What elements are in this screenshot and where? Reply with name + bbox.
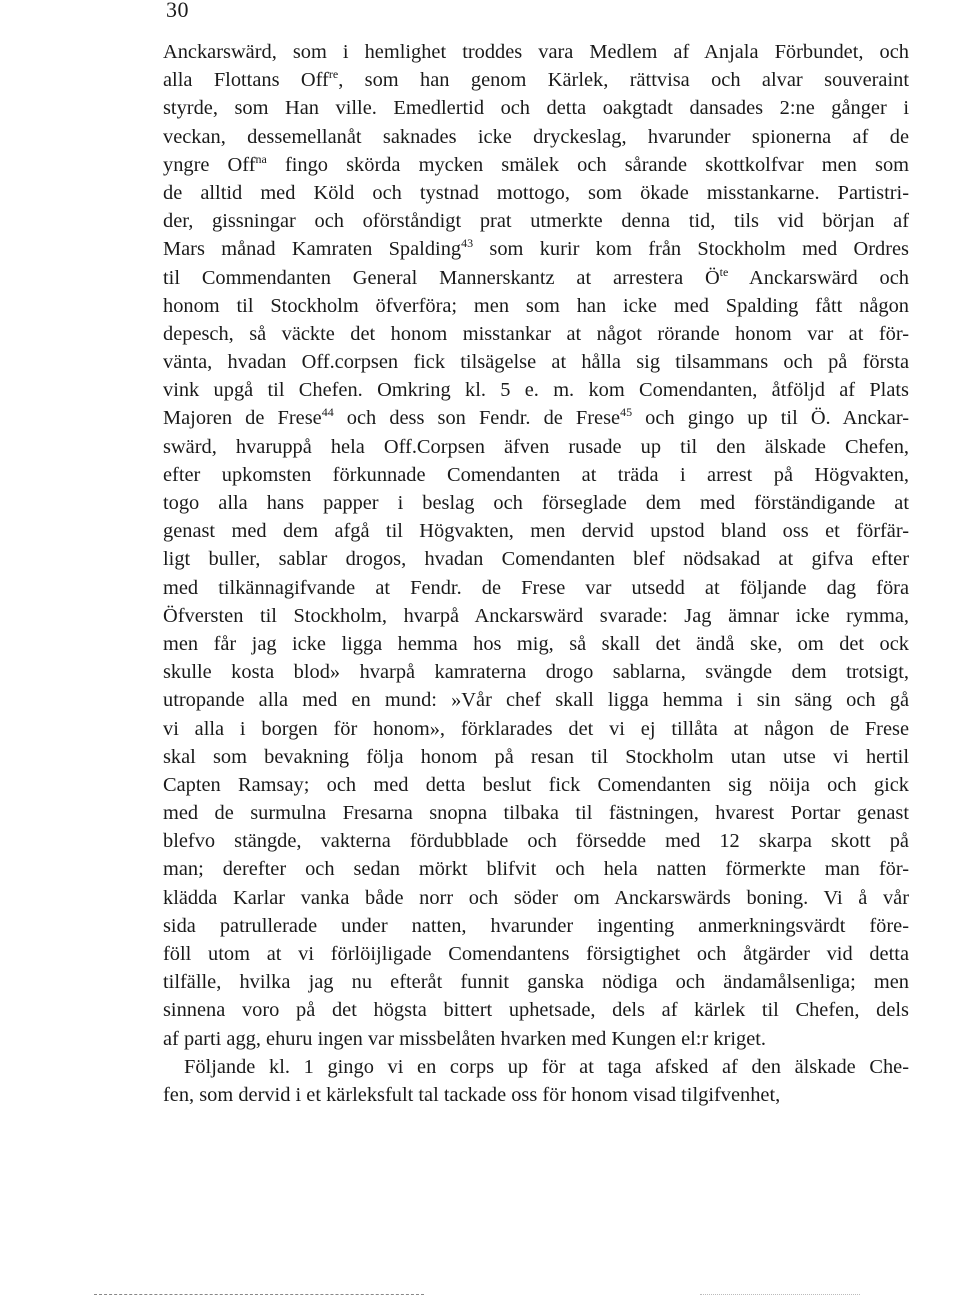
superscript: 43: [461, 236, 474, 251]
text-line: [163, 771, 909, 799]
text-segment: de alltid med Köld och tystnad mottogo, som ökade misstankarne. Partistri-: [163, 181, 909, 204]
text-segment: Majoren de Frese: [163, 407, 322, 430]
text-segment: skulle kosta blod» hvarpå kamraterna drogo sablarna, svängde dem trotsigt,: [163, 661, 909, 684]
text-segment: med de surmulna Fresarna snopna tilbaka til fästningen, hvarest Portar genast: [163, 802, 909, 825]
text-line: [163, 884, 909, 912]
text-line: [163, 1025, 909, 1053]
text-segment: fen, som dervid i et kärleksfult tal tackade oss för honom visad tilgifvenhet,: [163, 1083, 781, 1106]
text-segment: Capten Ramsay; och med detta beslut fick Comendanten sig nöija och gick: [163, 773, 909, 796]
text-segment: Mars månad Kamraten Spalding: [163, 238, 462, 261]
text-segment: der, gissningar och oförståndigt prat utmerkte denna tid, tils vid början af: [163, 210, 909, 233]
text-line: [163, 715, 909, 743]
text-segment: skal som bevakning följa honom på resan til Stockholm utan utse vi hertil: [163, 745, 909, 768]
text-segment: , som han genom Kärlek, rättvisa och alvar souverаint: [338, 69, 910, 92]
text-segment: sinnena voro på det högsta bittert uphetsade, dels af kärlek til Chefen, dels: [163, 999, 909, 1022]
text-segment: vi alla i borgen för honom», förklarades det vi ej tillåta at någon de Frese: [163, 717, 909, 740]
text-segment: med tilkännagifvande at Fendr. de Frese var utsedd at följande dag föra: [163, 576, 909, 599]
footer-rule: [94, 1294, 424, 1295]
text-line: [163, 630, 909, 658]
text-segment: sida patrullerade under natten, hvarunder ingenting anmerkningsvärdt före-: [163, 914, 909, 937]
text-segment: styrde, som Han ville. Emedlertid och detta oakgtadt dansades 2:ne gånger i: [163, 97, 909, 120]
footer-rule-right: [700, 1294, 860, 1295]
page-number: 30: [166, 0, 189, 22]
text-segment: alla Flottans Off: [163, 69, 329, 92]
text-segment: vänta, hvadan Off.corpsen fick tilsägelse at hålla sig tilsammans och på första: [163, 351, 909, 374]
text-line: [163, 996, 909, 1024]
text-line: [163, 320, 909, 348]
superscript: na: [255, 151, 267, 166]
text-line: [163, 1053, 909, 1081]
text-segment: togo alla hans papper i beslag och förseglade dem med förständigande at: [163, 492, 909, 514]
text-segment: tilfälle, hvilka jag nu efteråt funnit ganska nödiga och ändamålsenliga; men: [163, 971, 909, 994]
text-line: [163, 799, 909, 827]
text-segment: Öfversten til Stockholm, hvarpå Anckarswärd svarade: Jag ämnar icke rymma,: [163, 604, 909, 627]
text-line: [163, 658, 909, 686]
text-line: [163, 602, 909, 630]
text-line: [163, 574, 909, 602]
superscript: 45: [620, 405, 633, 420]
superscript: 44: [321, 405, 334, 420]
text-line: [163, 38, 909, 66]
text-line: [163, 404, 909, 432]
text-line: [163, 940, 909, 968]
text-line: [163, 968, 909, 996]
text-line: [163, 855, 909, 883]
text-segment: yngre Off: [163, 153, 256, 176]
text-segment: klädda Karlar vanka både norr och söder om Anckarswärds boning. Vi å vår: [163, 886, 909, 909]
text-segment: depesch, så väckte det honom misstankar at något rörande honom var at för-: [163, 322, 909, 345]
text-segment: blefvo stängde, vakterna fördubblade och försedde med 12 skarpa skott på: [163, 830, 909, 853]
text-line: [163, 433, 909, 461]
text-segment: af parti agg, ehuru ingen var missbelåten hvarken med Kungen el:r kriget.: [163, 1027, 767, 1050]
text-line: [163, 151, 909, 179]
superscript: te: [719, 264, 729, 279]
text-segment: swärd, hvaruppå hela Off.Corpsen äfven rusade up til den älskade Chefen,: [163, 435, 909, 458]
text-line: [163, 743, 909, 771]
text-segment: fingo skörda mycken smälek och sårande skottkolfvar men som: [266, 153, 909, 176]
superscript: re: [328, 67, 339, 82]
text-line: [163, 292, 909, 320]
text-line: [163, 179, 909, 207]
text-segment: genast med dem afgå til Högvakten, men dervid upstod bland oss et förfär-: [163, 520, 909, 543]
text-segment: man; derefter och sedan mörkt blifvit och hela natten förmerkte man för-: [163, 858, 909, 881]
text-line: [163, 264, 909, 292]
text-line: [163, 207, 909, 235]
text-segment: men får jag icke ligga hemma hos mig, så skall det ändå ske, om det ock: [163, 632, 909, 655]
text-line: [163, 461, 909, 489]
text-segment: Anckarswärd och: [728, 266, 909, 289]
text-segment: föll utom at vi förlöijligade Comendantens försigtighet och åtgärder vid detta: [163, 943, 909, 965]
text-line: [163, 517, 909, 545]
text-line: [163, 66, 909, 94]
text-line: [163, 235, 909, 263]
text-line: [163, 545, 909, 573]
text-segment: ligt buller, sablar drogos, hvadan Comendanten blef nödsakad at gifva efter: [163, 548, 909, 571]
text-segment: efter upkomsten förkunnade Comendanten at träda i arrest på Högvakten,: [163, 463, 909, 486]
text-line: [163, 489, 909, 517]
text-line: [163, 912, 909, 940]
body-text: [163, 38, 909, 1109]
text-segment: och gingo up til Ö. Anckar-: [632, 407, 910, 430]
text-line: [163, 348, 909, 376]
text-segment: honom til Stockholm öfverföra; men som han icke med Spalding fått någon: [163, 294, 909, 317]
text-segment: vink upgå til Chefen. Omkring kl. 5 e. m. kom Comendanten, åtföljd af Plats: [163, 379, 909, 402]
text-segment: och dess son Fendr. de Frese: [333, 407, 621, 430]
text-segment: Följande kl. 1 gingo vi en corps up för at taga afsked af den älskade Che-: [184, 1055, 909, 1078]
text-line: [163, 94, 909, 122]
text-line: [163, 376, 909, 404]
text-line: [163, 123, 909, 151]
text-segment: veckan, dessemellanåt saknades icke dryckeslag, hvarunder spionerna af de: [163, 125, 909, 148]
text-line: [163, 1081, 909, 1109]
text-segment: til Commendanten General Mannerskantz at arrestera Ö: [163, 266, 720, 289]
text-line: [163, 686, 909, 714]
text-line: [163, 827, 909, 855]
text-segment: som kurir kom från Stockholm med Ordres: [473, 238, 909, 261]
text-segment: Anckarswärd, som i hemlighet troddes vara Medlem af Anjala Förbundet, och: [163, 41, 909, 63]
text-segment: utropande alla med en mund: »Vår chef skall ligga hemma i sin säng och gå: [163, 689, 909, 712]
